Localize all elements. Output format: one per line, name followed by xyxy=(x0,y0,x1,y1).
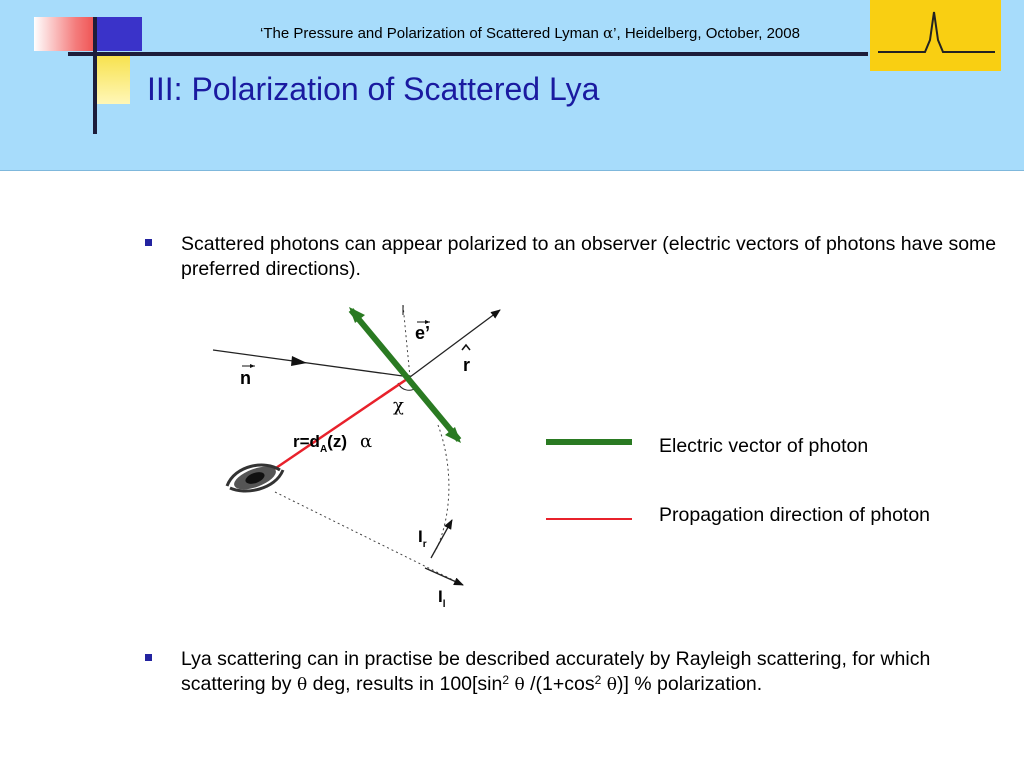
decor-vertical-line xyxy=(93,17,97,134)
bullet-square-icon xyxy=(145,239,152,246)
legend-propagation-swatch xyxy=(546,518,632,520)
emission-line-icon xyxy=(870,0,1001,71)
galaxy-icon xyxy=(227,462,283,494)
label-r-distance: $r=d_A(z)$ xyxy=(293,432,347,455)
label-ir: $I_r$ xyxy=(418,527,427,550)
label-r-hat: r xyxy=(463,355,471,375)
legend-propagation-label: Propagation direction of photon xyxy=(659,504,931,526)
label-alpha: α xyxy=(360,431,373,452)
electric-vector xyxy=(351,310,459,440)
il-vector xyxy=(425,568,463,585)
legend-electric-swatch xyxy=(546,439,632,445)
bullet-text: Lya scattering can in practise be described accurately by Rayleigh scattering, for which scattering by θ deg, results in $100[\sin^2$ θ $/(1+\cos^2$ θ)] % polarization. xyxy=(181,648,931,695)
bullet-item xyxy=(145,232,1005,282)
conference-caption: ‘The Pressure and Polarization of Scattered Lyman α’, Heidelberg, October, 2008 xyxy=(260,24,800,42)
label-il: $I_l$ xyxy=(438,587,446,610)
hat-icon xyxy=(462,345,470,350)
angle-arc xyxy=(435,425,449,552)
bullet-item xyxy=(145,647,1005,698)
scattering-diagram xyxy=(195,290,525,620)
reference-dotted-line xyxy=(403,305,410,377)
decor-yellow-block xyxy=(96,56,130,104)
incoming-arrow-icon xyxy=(291,356,307,366)
slide-header xyxy=(0,0,1024,171)
ir-vector xyxy=(431,520,452,558)
spectrum-logo xyxy=(870,0,1001,71)
decor-horizontal-line xyxy=(68,52,868,56)
label-chi: χ xyxy=(393,395,404,416)
label-e-prime: e’ xyxy=(415,323,431,343)
label-n: n xyxy=(240,368,251,388)
propagation-line xyxy=(273,377,410,470)
observer-dotted-line xyxy=(275,492,463,585)
bullet-text: Scattered photons can appear polarized to an observer (electric vectors of photons have some preferred directions). xyxy=(181,233,997,280)
decor-pink-block xyxy=(34,17,94,51)
bullet-square-icon xyxy=(145,654,152,661)
slide-title: III: Polarization of Scattered Lya xyxy=(147,71,600,107)
legend-electric-label: Electric vector of photon xyxy=(659,435,869,457)
outgoing-ray xyxy=(410,310,500,377)
decor-blue-block xyxy=(96,17,142,51)
